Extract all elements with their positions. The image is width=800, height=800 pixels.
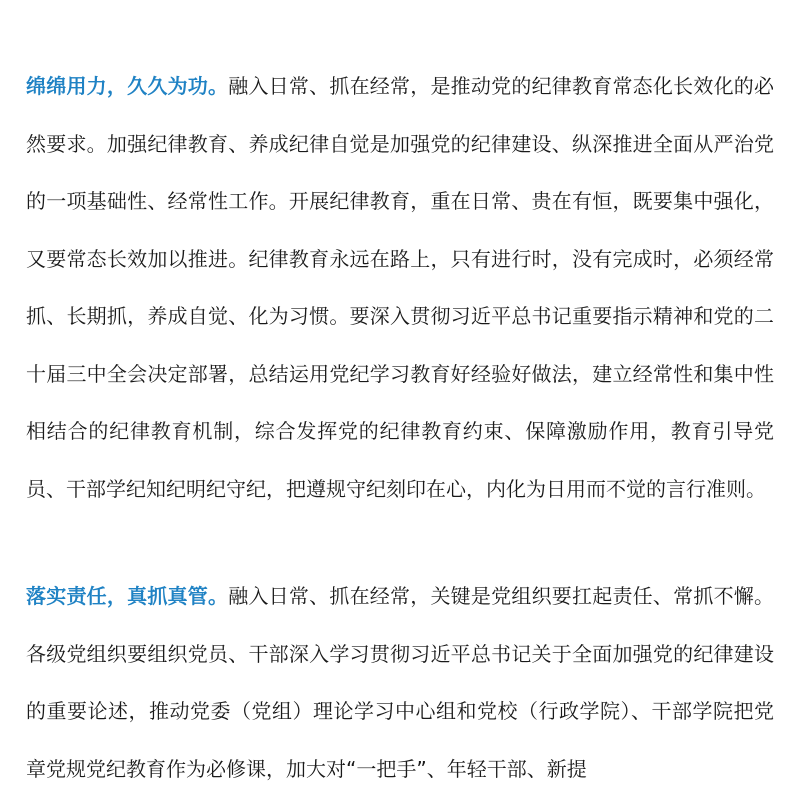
paragraph-2-lead: 落实责任，真抓真管。 (26, 584, 229, 608)
paragraph-2-body: 融入日常、抓在经常，关键是党组织要扛起责任、常抓不懈。各级党组织要组织党员、干部深入学习贯彻习近平总书记关于全面加强党的纪律建设的重要论述，推动党委（党组）理论学习中心组和党校（行政学院）、干部学院把党章党规党纪教育作为必修课，加大对“一把手”、年轻干部、新提 (26, 584, 775, 781)
paragraph-1-lead: 绵绵用力，久久为功。 (26, 74, 229, 98)
paragraph-2 (26, 568, 774, 798)
paragraph-1 (26, 58, 774, 518)
paragraph-1-body: 融入日常、抓在经常，是推动党的纪律教育常态化长效化的必然要求。加强纪律教育、养成纪律自觉是加强党的纪律建设、纵深推进全面从严治党的一项基础性、经常性工作。开展纪律教育，重在日常、贵在有恒，既要集中强化，又要常态长效加以推进。纪律教育永远在路上，只有进行时，没有完成时，必须经常抓、长期抓，养成自觉、化为习惯。要深入贯彻习近平总书记重要指示精神和党的二十届三中全会决定部署，总结运用党纪学习教育好经验好做法，建立经常性和集中性相结合的纪律教育机制，综合发挥党的纪律教育约束、保障激励作用，教育引导党员、干部学纪知纪明纪守纪，把遵规守纪刻印在心，内化为日用而不觉的言行准则。 (26, 74, 775, 501)
